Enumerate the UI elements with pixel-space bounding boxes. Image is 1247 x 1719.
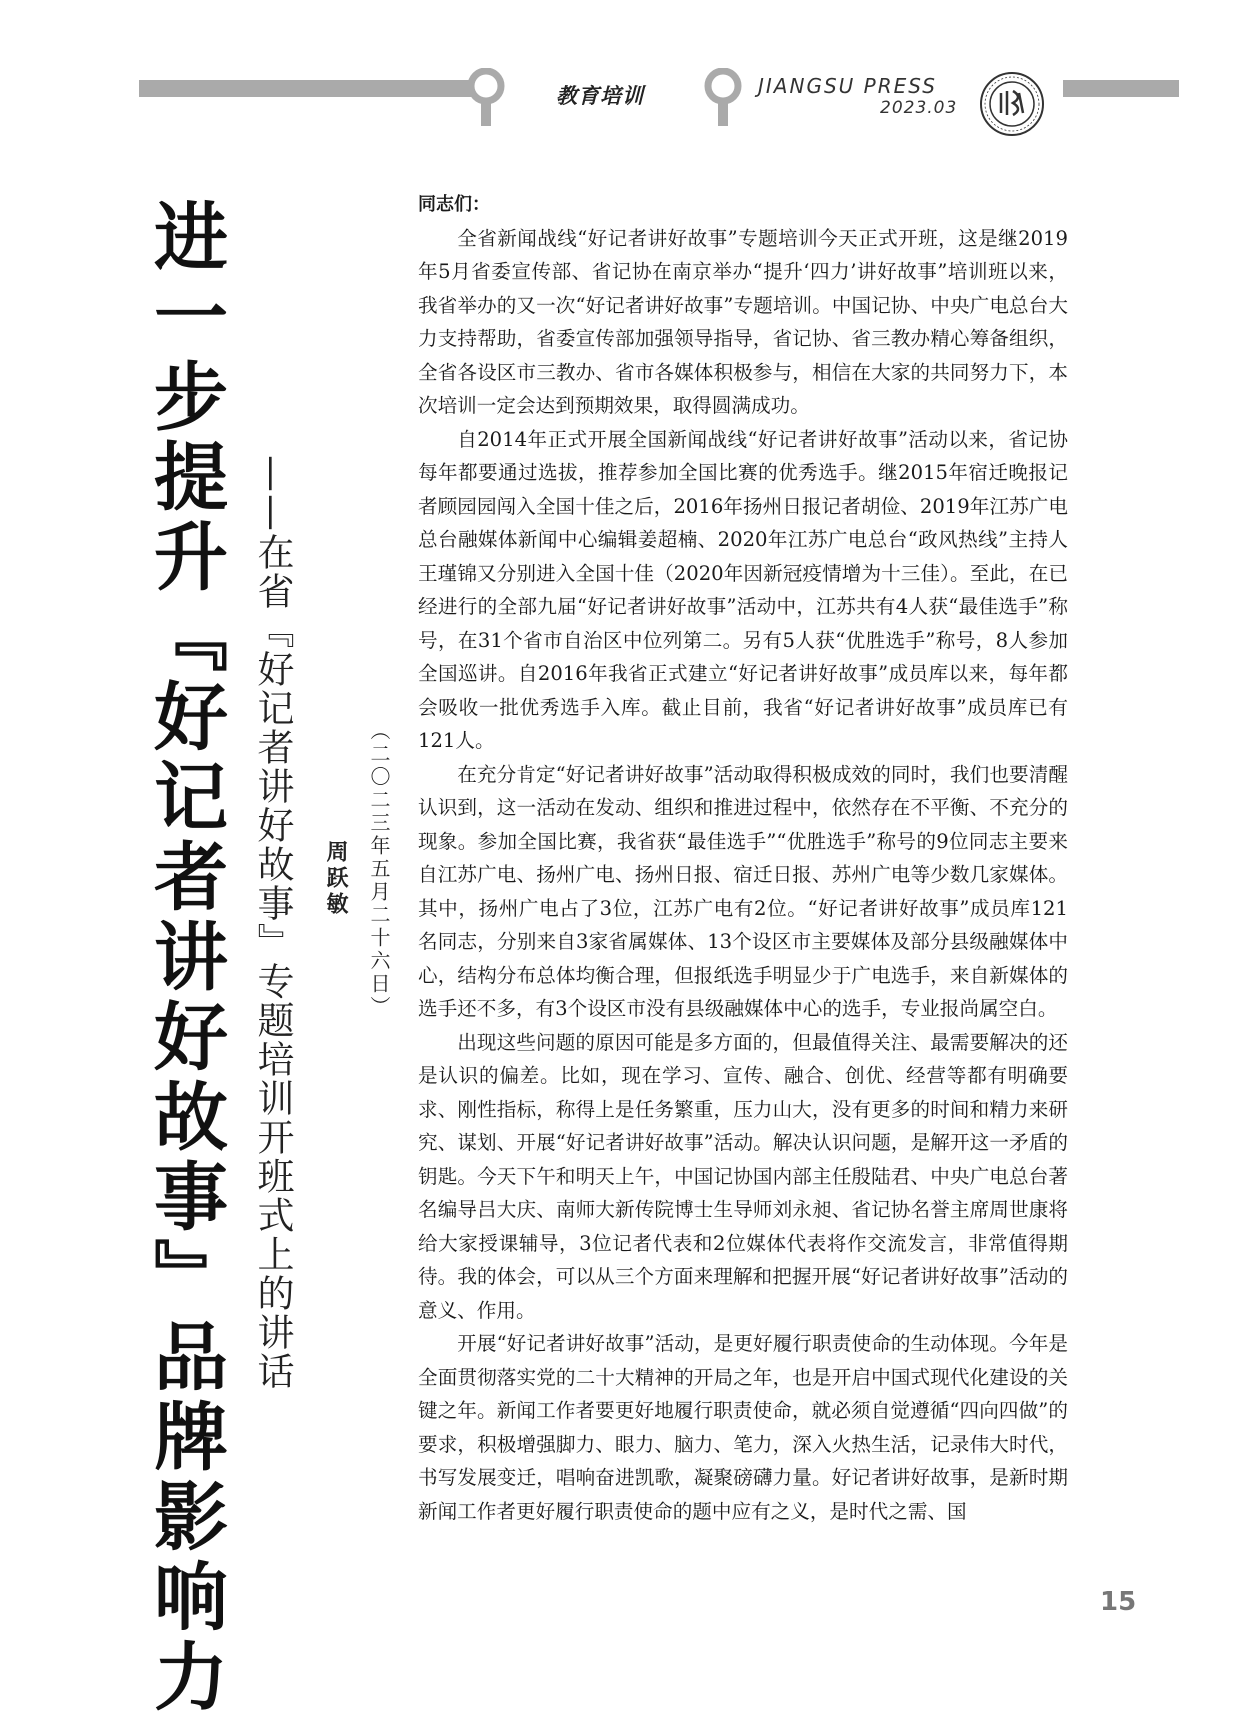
body-paragraph: 在充分肯定“好记者讲好故事”活动取得积极成效的同时，我们也要清醒认识到，这一活动在发动、组织和推进过程中，依然存在不平衡、不充分的现象。参加全国比赛，我省获“最佳选手”“优胜选手”称号的9位同志主要来自江苏广电、扬州广电、扬州日报、宿迁日报、苏州广电等少数几家媒体。其中，扬州广电占了3位，江苏广电有2位。“好记者讲好故事”成员库121名同志，分别来自3家省属媒体、13个设区市主要媒体及部分县级融媒体中心，结构分布总体均衡合理，但报纸选手明显少于广电选手，来自新媒体的选手还不多，有3个设区市没有县级融媒体中心的选手，专业报尚属空白。 — [418, 762, 1068, 1020]
salutation: 同志们： — [418, 194, 490, 215]
body-paragraph: 开展“好记者讲好故事”活动，是更好履行职责使命的生动体现。今年是全面贯彻落实党的二十大精神的开局之年，也是开启中国式现代化建设的关键之年。新闻工作者要更好地履行职责使命，就必须自觉遵循“四向四做”的要求，积极增强脚力、眼力、脑力、笔力，深入火热生活，记录伟大时代，书写发展变迁，唱响奋进凯歌，凝聚磅礴力量。好记者讲好故事，是新时期新闻工作者更好履行职责使命的题中应有之义，是时代之需、国 — [418, 1332, 1068, 1523]
article-author: 周跃敏 — [323, 840, 348, 918]
publication-name: JIANGSU PRESS — [758, 74, 937, 98]
body-paragraph: 出现这些问题的原因可能是多方面的，但最值得关注、最需要解决的还是认识的偏差。比如，现在学习、宣传、融合、创优、经营等都有明确要求、刚性指标，称得上是任务繁重，压力山大，没有更多的时间和精力来研究、谋划、开展“好记者讲好故事”活动。解决认识问题，是解开这一矛盾的钥匙。今天下午和明天上午，中国记协国内部主任殷陆君、中央广电总台著名编导吕大庆、南师大新传院博士生导师刘永昶、省记协名誉主席周世康将给大家授课辅导，3位记者代表和2位媒体代表将作交流发言，非常值得期待。我的体会，可以从三个方面来理解和把握开展“好记者讲好故事”活动的意义、作用。 — [418, 1030, 1068, 1322]
header-rule-right — [1063, 80, 1179, 97]
article-date: （二〇二三年五月二十六日） — [367, 720, 391, 1019]
section-label: 教育培训 — [556, 84, 644, 108]
body-paragraph: 全省新闻战线“好记者讲好故事”专题培训今天正式开班，这是继2019年5月省委宣传部、省记协在南京举办“提升‘四力’讲好故事”培训班以来，我省举办的又一次“好记者讲好故事”专题培训。中国记协、中央广电总台大力支持帮助，省委宣传部加强领导指导，省记协、省三教办精心筹备组织，全省各设区市三教办、省市各媒体积极参与，相信在大家的共同努力下，本次培训一定会达到预期效果，取得圆满成功。 — [418, 226, 1068, 417]
article-body — [418, 188, 1068, 1638]
article-title: 进一步提升『好记者讲好故事』品牌影响力 — [142, 198, 228, 1718]
header-rule-left — [139, 80, 474, 97]
jiangsu-press-seal-icon — [979, 71, 1045, 137]
article-subtitle: ——在省『好记者讲好故事』专题培训开班式上的讲话 — [251, 455, 294, 1391]
location-pin-icon — [466, 68, 506, 128]
issue-number: 2023.03 — [880, 98, 958, 118]
page-number: 15 — [1100, 1587, 1137, 1617]
body-paragraph: 自2014年正式开展全国新闻战线“好记者讲好故事”活动以来，省记协每年都要通过选拔，推荐参加全国比赛的优秀选手。继2015年宿迁晚报记者顾园园闯入全国十佳之后，2016年扬州日报记者胡俭、2019年江苏广电总台融媒体新闻中心编辑姜超楠、2020年江苏广电总台“政风热线”主持人王瑾锦又分别进入全国十佳（2020年因新冠疫情增为十三佳）。至此，在已经进行的全部九届“好记者讲好故事”活动中，江苏共有4人获“最佳选手”称号，在31个省市自治区中位列第二。另有5人获“优胜选手”称号，8人参加全国巡讲。自2016年我省正式建立“好记者讲好故事”成员库以来，每年都会吸收一批优秀选手入库。截止目前，我省“好记者讲好故事”成员库已有121人。 — [418, 427, 1068, 752]
location-pin-icon — [703, 68, 743, 128]
